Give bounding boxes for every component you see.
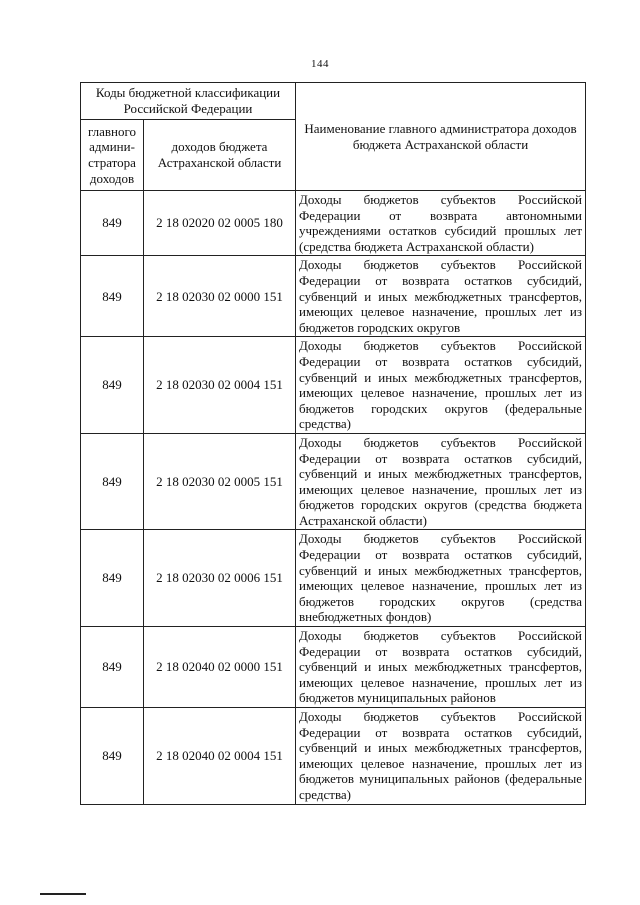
header-group-title: Коды бюджетной классификации Российской Федерации — [81, 83, 296, 120]
income-code-cell: 2 18 02040 02 0000 151 — [144, 627, 296, 708]
table-row — [81, 433, 586, 530]
admin-code-cell: 849 — [81, 708, 144, 805]
income-code-cell: 2 18 02030 02 0005 151 — [144, 433, 296, 530]
admin-code-cell: 849 — [81, 530, 144, 627]
header-admin-column: главного админи-стратора доходов — [81, 120, 144, 191]
table-row — [81, 627, 586, 708]
income-name-cell: Доходы бюджетов субъектов Российской Федерации от возврата автономными учреждениями остатков субсидий прошлых лет (средства бюджета Астраханской области) — [296, 191, 586, 256]
admin-code-cell: 849 — [81, 627, 144, 708]
admin-code-cell: 849 — [81, 191, 144, 256]
admin-code-cell: 849 — [81, 337, 144, 434]
header-income-column: доходов бюджета Астраханской области — [144, 120, 296, 191]
income-code-cell: 2 18 02040 02 0004 151 — [144, 708, 296, 805]
income-name-cell: Доходы бюджетов субъектов Российской Федерации от возврата остатков субсидий, субвенций и иных межбюджетных трансфертов, имеющих целевое назначение, прошлых лет из бюджетов муниципальных районов — [296, 627, 586, 708]
income-name-cell: Доходы бюджетов субъектов Российской Федерации от возврата остатков субсидий, субвенций и иных межбюджетных трансфертов, имеющих целевое назначение, прошлых лет из бюджетов городских округов — [296, 256, 586, 337]
income-code-cell: 2 18 02030 02 0000 151 — [144, 256, 296, 337]
budget-classification-table — [80, 82, 586, 805]
table-header — [81, 83, 586, 191]
income-name-cell: Доходы бюджетов субъектов Российской Федерации от возврата остатков субсидий, субвенций и иных межбюджетных трансфертов, имеющих целевое назначение, прошлых лет из бюджетов городских округов (федеральные средства) — [296, 337, 586, 434]
income-name-cell: Доходы бюджетов субъектов Российской Федерации от возврата остатков субсидий, субвенций и иных межбюджетных трансфертов, имеющих целевое назначение, прошлых лет из бюджетов городских округов (средства бюджета Астраханской области) — [296, 433, 586, 530]
income-code-cell: 2 18 02020 02 0005 180 — [144, 191, 296, 256]
admin-code-cell: 849 — [81, 256, 144, 337]
table-body — [81, 191, 586, 805]
income-name-cell: Доходы бюджетов субъектов Российской Федерации от возврата остатков субсидий, субвенций и иных межбюджетных трансфертов, имеющих целевое назначение, прошлых лет из бюджетов городских округов (средства внебюджетных фондов) — [296, 530, 586, 627]
table-row — [81, 530, 586, 627]
page-number: 144 — [311, 58, 329, 70]
table-row — [81, 708, 586, 805]
admin-code-cell: 849 — [81, 433, 144, 530]
table-row — [81, 256, 586, 337]
footer-rule — [40, 893, 86, 895]
table-row — [81, 191, 586, 256]
income-code-cell: 2 18 02030 02 0004 151 — [144, 337, 296, 434]
header-name-column: Наименование главного администратора доходов бюджета Астраханской области — [296, 83, 586, 191]
income-code-cell: 2 18 02030 02 0006 151 — [144, 530, 296, 627]
table-row — [81, 337, 586, 434]
income-name-cell: Доходы бюджетов субъектов Российской Федерации от возврата остатков субсидий, субвенций и иных межбюджетных трансфертов, имеющих целевое назначение, прошлых лет из бюджетов муниципальных районов (федеральные средства) — [296, 708, 586, 805]
